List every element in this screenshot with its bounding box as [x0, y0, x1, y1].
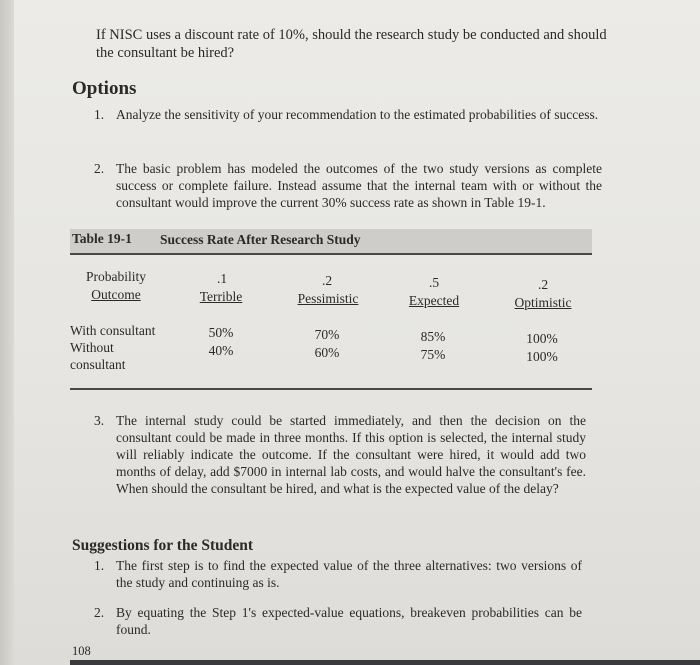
page-edge-bar	[70, 660, 700, 665]
table-cell: 60%	[314, 345, 340, 360]
suggestion-item-2	[94, 604, 584, 640]
table-col-prob: .2	[321, 273, 333, 288]
table-cell: 100%	[526, 331, 558, 346]
table-header-outcome: Outcome	[91, 287, 141, 302]
table-title: Success Rate After Research Study	[160, 232, 361, 247]
suggestion-item-1	[94, 557, 584, 593]
table-col-prob: .5	[428, 275, 440, 290]
page-number: 108	[72, 644, 91, 658]
table-bottom-rule	[70, 388, 592, 390]
table-cell: 40%	[208, 343, 234, 358]
table-row-label: Without consultant	[70, 340, 126, 372]
table-col-prob: .1	[216, 271, 228, 286]
intro-question: If NISC uses a discount rate of 10%, should the research study be conducted and should the consultant be hired?	[96, 27, 607, 61]
table-cell: 70%	[314, 327, 340, 342]
table-col-outcome: Expected	[408, 293, 460, 308]
suggestion-number: 2.	[94, 605, 105, 620]
table-cell: 100%	[526, 349, 558, 364]
table-cell: 75%	[420, 347, 446, 362]
option-text: The internal study could be started immediately, and then the decision on the consultant could be made in three months. If this option is selected, the internal study will reliably indicate the outcome. If the consultant were hired, it would add two months of delay, add $7000 in internal lab costs, and would halve the consultant's fee. When should the consultant be hired, and what is the expected value of the delay?	[116, 413, 586, 496]
table-col-prob: .2	[537, 277, 549, 292]
options-heading: Options	[72, 78, 137, 99]
option-item-1	[94, 106, 604, 142]
option-number: 2.	[94, 161, 105, 176]
option-item-3	[94, 412, 594, 516]
book-spine-shadow	[0, 0, 14, 665]
option-number: 1.	[94, 107, 105, 122]
option-item-2	[94, 160, 604, 216]
table-col-outcome: Optimistic	[514, 295, 572, 310]
table-col-outcome: Terrible	[199, 289, 243, 304]
option-number: 3.	[94, 413, 105, 428]
table-cell: 50%	[208, 325, 234, 340]
table-header-probability: Probability	[86, 269, 146, 284]
option-text: Analyze the sensitivity of your recommendation to the estimated probabilities of success.	[116, 107, 599, 122]
table-cell: 85%	[420, 329, 446, 344]
suggestion-number: 1.	[94, 558, 105, 573]
suggestions-heading: Suggestions for the Student	[72, 537, 254, 554]
option-text: The basic problem has modeled the outcomes of the two study versions as complete success or complete failure. Instead assume that the internal team with or without the consultant would improve the current 30% success rate as shown in Table 19-1.	[116, 161, 602, 210]
table-label: Table 19-1	[72, 231, 132, 246]
suggestion-text: By equating the Step 1's expected-value equations, breakeven probabilities can be found.	[116, 605, 582, 637]
table-row-label: With consultant	[70, 323, 156, 338]
suggestion-text: The first step is to find the expected value of the three alternatives: two versions of the study and continuing as is.	[116, 558, 582, 590]
table-col-outcome: Pessimistic	[297, 291, 359, 306]
